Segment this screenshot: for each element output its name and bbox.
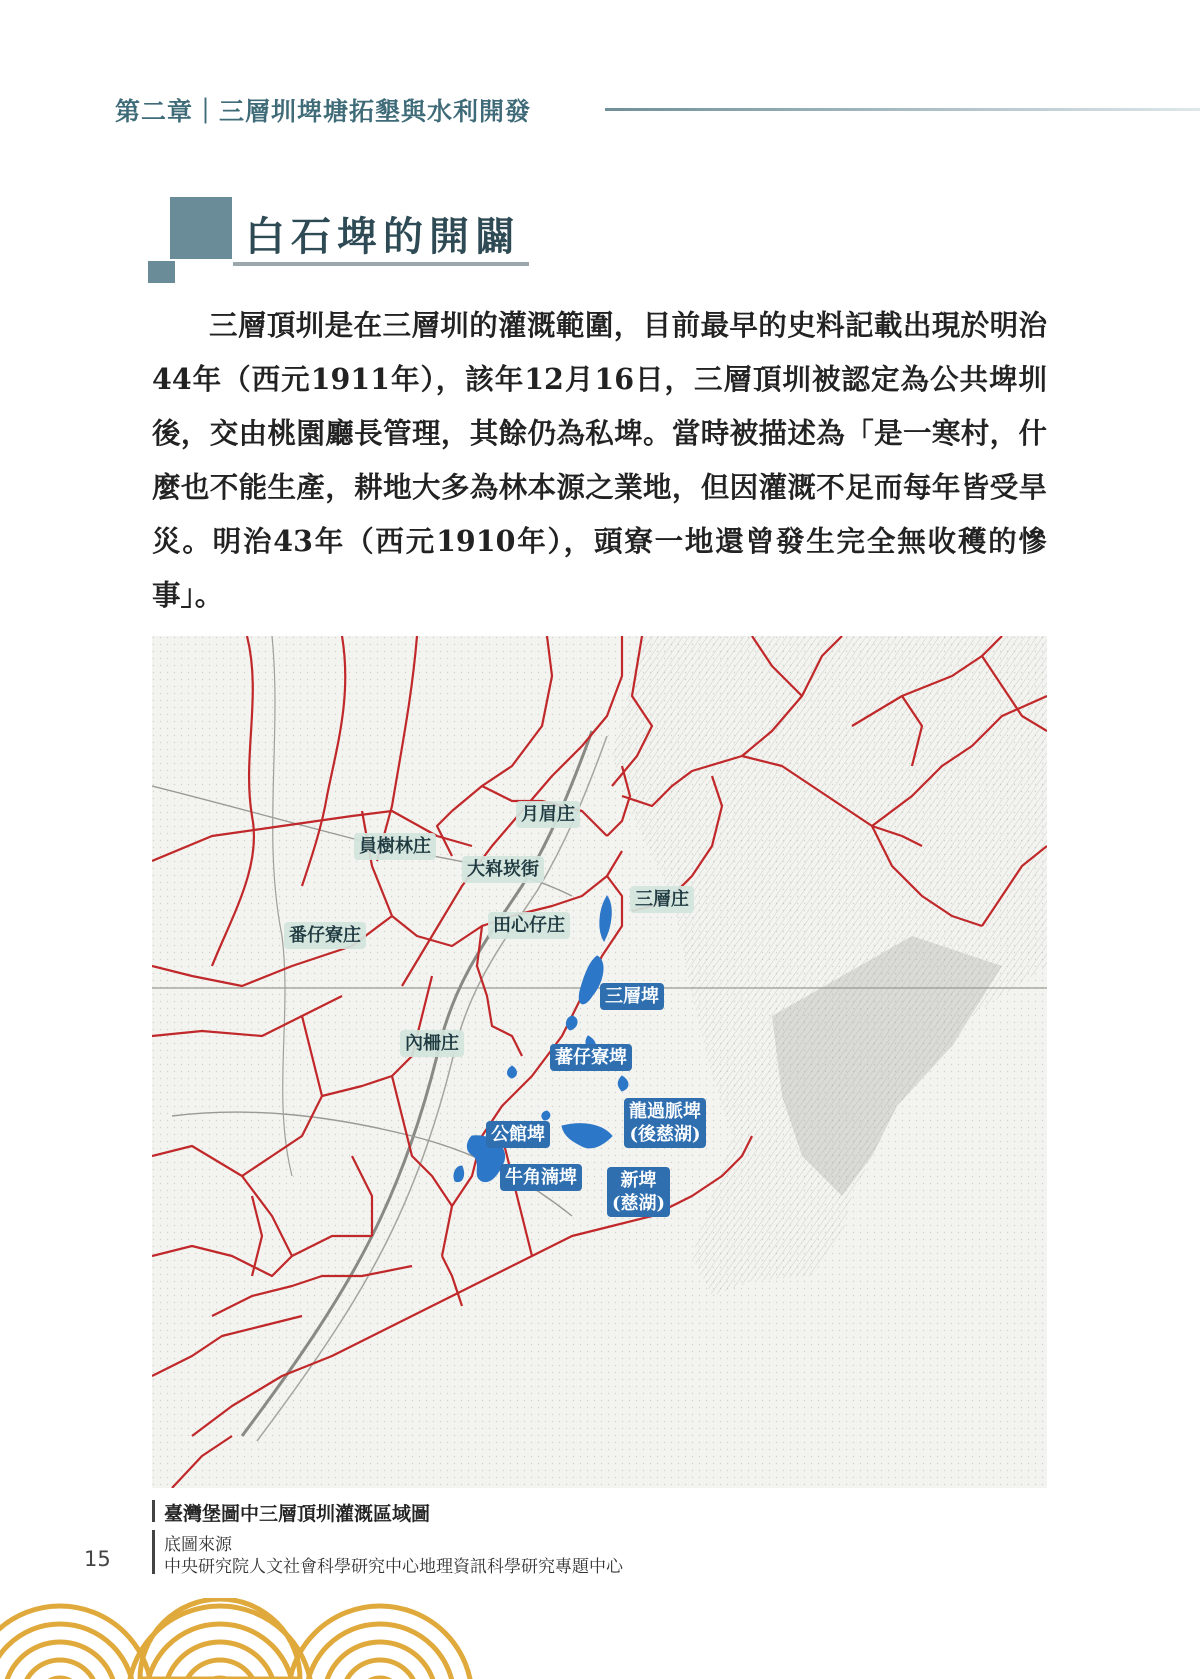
pond-label-xinpi-line1: 新埤 [620,1170,657,1191]
village-label-neizha: 內柵庄 [400,1030,464,1057]
village-label-sanceng: 三層庄 [630,886,694,913]
decorative-wave-pattern [0,1598,480,1679]
pond-label-gongguan: 公館埤 [486,1121,550,1148]
pond-label-longguomai-line2: (後慈湖) [629,1124,701,1145]
body-paragraph: 三層頂圳是在三層圳的灌溉範圍，目前最早的史料記載出現於明治44年（西元1911年），該年12月16日，三層頂圳被認定為公共埤圳後，交由桃園廳長管理，其餘仍為私埤。當時被描述為「是一寒村，什麼也不能生產，耕地大多為林本源之業地，但因灌溉不足而每年皆受旱災。明治43年（西元1910年），頭寮一地還曾發生完全無收穫的慘事」。 [152,308,1047,612]
pond-label-sanceng: 三層埤 [600,983,664,1010]
village-label-fanzailiao: 番仔寮庄 [284,922,366,949]
chapter-header: 第二章｜三層圳埤塘拓墾與水利開發 [115,97,532,126]
caption-bar-source [152,1530,155,1574]
pond-label-niujiaonan: 牛角湳埤 [500,1164,582,1191]
village-label-dakekan: 大嵙崁街 [462,856,544,883]
chapter-header-rule [605,108,1200,111]
section-title-block [170,197,232,259]
pond-label-xinpi [607,1167,670,1217]
caption-source-label: 底圖來源 [164,1535,232,1555]
village-label-tianxinzai: 田心仔庄 [488,912,570,939]
village-label-yuanshulin: 員樹林庄 [354,833,436,860]
section-title-underline [233,262,529,266]
village-label-yuemei: 月眉庄 [516,801,580,828]
pond-label-longguomai [624,1098,706,1148]
section-title-block-small [148,261,175,283]
page-number: 15 [84,1547,111,1571]
caption-bar-title [152,1500,155,1522]
body-text [152,298,1047,622]
pond-label-longguomai-line1: 龍過脈埤 [629,1101,701,1122]
caption-source: 中央研究院人文社會科學研究中心地理資訊科學研究專題中心 [164,1557,623,1577]
caption-title: 臺灣堡圖中三層頂圳灌溉區域圖 [164,1503,431,1525]
irrigation-map [152,636,1047,1488]
section-title: 白石埤的開闢 [245,213,521,260]
pond-label-xinpi-line2: (慈湖) [612,1193,666,1214]
pond-label-fanzailiao: 蕃仔寮埤 [550,1044,632,1071]
